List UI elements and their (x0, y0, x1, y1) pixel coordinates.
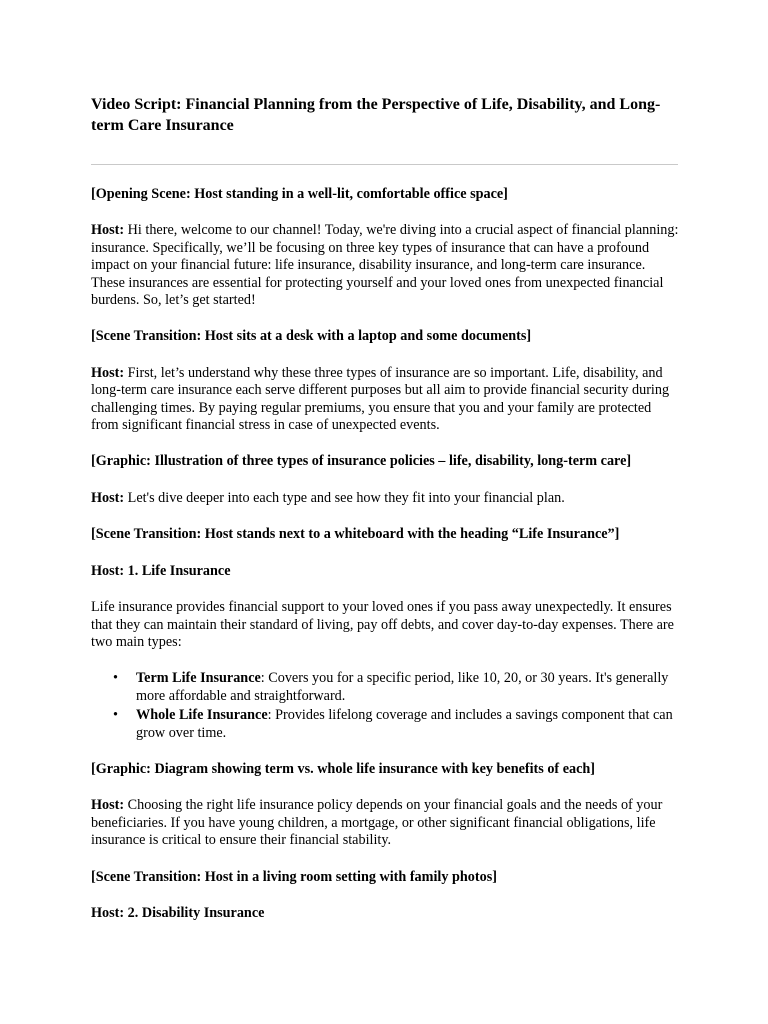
life-insurance-heading: Host: 1. Life Insurance (91, 562, 231, 579)
term-description: : Covers you for a specific period, like 10, 20, or 30 years. It's generally more affordable and straightforward. (136, 670, 669, 704)
speaker-label: Host: (91, 489, 125, 506)
intro-paragraph (91, 222, 679, 309)
whiteboard-transition-cue: [Scene Transition: Host stands next to a whiteboard with the heading “Life Insurance”] (91, 526, 620, 543)
speaker-label: Host: (91, 222, 125, 239)
why-text: First, let’s understand why these three types of insurance are so important. Life, disability, and long-term care insurance each serve different purposes but all aim to provide financial security during challenging times. By paying regular premiums, you ensure that you and your family are protected from significant financial stress in case of unexpected events. (91, 364, 670, 434)
list-item (113, 670, 679, 705)
document-title: Video Script: Financial Planning from the Perspective of Life, Disability, and Long-term Care Insurance (91, 96, 661, 134)
script-body (91, 186, 679, 941)
bullet-icon: • (113, 670, 118, 687)
opening-scene-cue: [Opening Scene: Host standing in a well-lit, comfortable office space] (91, 186, 508, 202)
speaker-label: Host: (91, 797, 125, 814)
term-label: Term Life Insurance (136, 670, 261, 687)
dive-paragraph (91, 490, 679, 507)
life-insurance-intro: Life insurance provides financial support to your loved ones if you pass away unexpectedly. It ensures that they can maintain their standard of living, pay off debts, and cover day-to-day expenses. There are two main types: (91, 599, 674, 650)
intro-text: Hi there, welcome to our channel! Today, we're diving into a crucial aspect of financial planning: insurance. Specifically, we’ll be focusing on three key types of insurance that can have a profound impact on your financial future: life insurance, disability insurance, and long-term care insurance. These insurances are essential for protecting yourself and your loved ones from unexpected financial burdens. So, let’s get started! (91, 222, 679, 309)
title-divider (91, 164, 678, 165)
speaker-label: Host: (91, 364, 125, 381)
disability-insurance-heading: Host: 2. Disability Insurance (91, 904, 265, 921)
choosing-text: Choosing the right life insurance policy depends on your financial goals and the needs of your beneficiaries. If you have young children, a mortgage, or other significant financial obligations, life insurance is critical to ensure their financial stability. (91, 797, 663, 849)
term-vs-whole-graphic-cue: [Graphic: Diagram showing term vs. whole life insurance with key benefits of each] (91, 760, 596, 777)
list-item (113, 707, 679, 742)
life-insurance-types-list (91, 670, 679, 742)
term-description: : Provides lifelong coverage and includes a savings component that can grow over time. (136, 707, 673, 741)
bullet-icon: • (113, 707, 118, 724)
living-room-transition-cue: [Scene Transition: Host in a living room setting with family photos] (91, 868, 497, 885)
why-paragraph (91, 365, 679, 435)
choosing-paragraph (91, 797, 679, 849)
three-types-graphic-cue: [Graphic: Illustration of three types of insurance policies – life, disability, long-term care] (91, 453, 632, 470)
desk-transition-cue: [Scene Transition: Host sits at a desk with a laptop and some documents] (91, 328, 532, 345)
dive-text: Let's dive deeper into each type and see how they fit into your financial plan. (124, 489, 565, 506)
term-label: Whole Life Insurance (136, 707, 268, 724)
